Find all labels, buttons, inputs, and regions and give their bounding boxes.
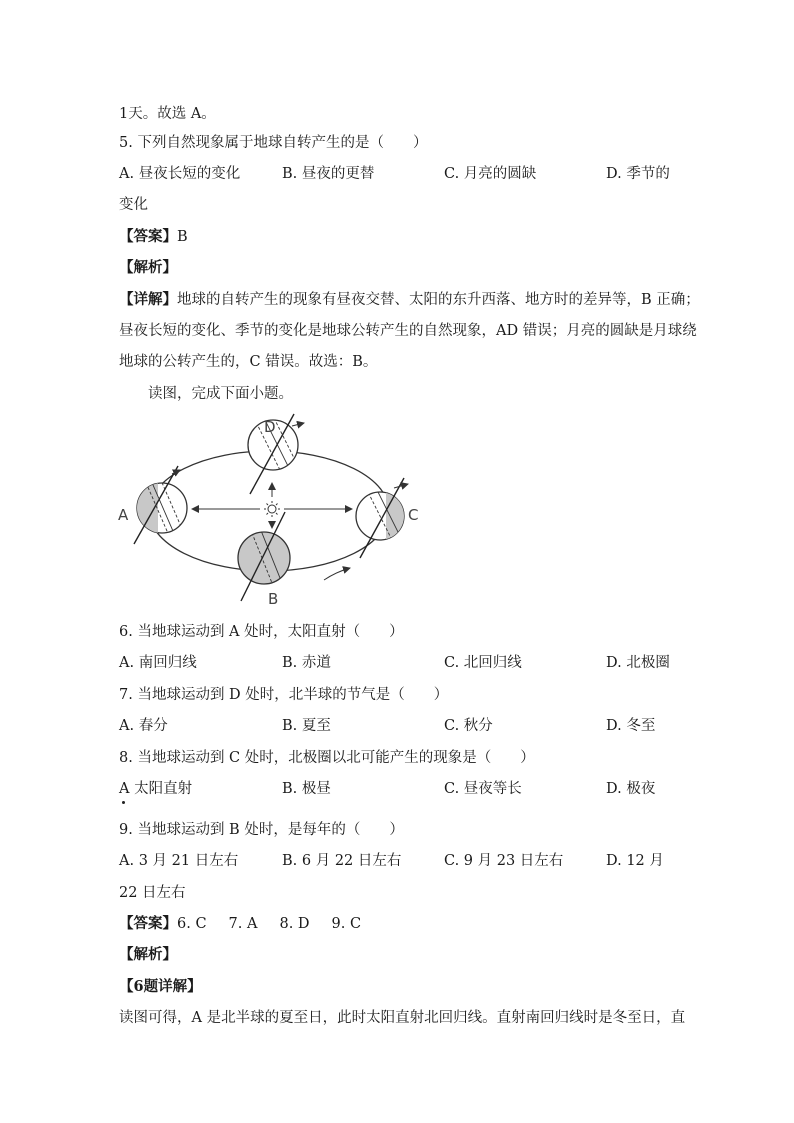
answer-9: 9. C [331,916,362,932]
detail-label: 【详解】 [119,291,177,308]
answers-6-9 [119,914,361,934]
q9-option-d-wrap: 22 日左右 [119,885,186,901]
q8-option-b: B. 极昼 [282,781,331,797]
label-d: D [264,418,276,436]
earth-orbit-diagram [114,408,424,608]
detail-text: 地球的自转产生的现象有昼夜交替、太阳的东升西落、地方时的差异等，B 正确； [177,292,700,308]
q6-option-b: B. 赤道 [282,655,331,671]
earth-c [356,478,410,558]
answers-label: 【答案】 [119,915,177,932]
q5-option-a: A. 昼夜长短的变化 [119,166,241,182]
q7-option-a: A. 春分 [119,718,168,734]
q8-option-a: A 太阳直射 [119,781,193,797]
q5-detail-line-3: 地球的公转产生的，C 错误。故选：B。 [119,354,378,370]
label-a: A [118,506,129,524]
q5-stem: 5. 下列自然现象属于地球自转产生的是（ ） [119,135,428,151]
q6-option-a: A. 南回归线 [119,655,197,671]
q7-option-d: D. 冬至 [606,718,656,734]
earth-b [238,512,290,601]
q7-stem: 7. 当地球运动到 D 处时，北半球的节气是（ ） [119,687,449,703]
analysis-label: 【解析】 [119,946,177,963]
q5-option-d-wrap: 变化 [119,197,148,213]
q9-option-c: C. 9 月 23 日左右 [444,853,564,869]
q7-option-b: B. 夏至 [282,718,331,734]
q5-detail-line-1 [119,290,700,310]
label-b: B [268,590,279,608]
q9-option-d: D. 12 月 [606,853,664,869]
q8-stem: 8. 当地球运动到 C 处时，北极圈以北可能产生的现象是（ ） [119,750,535,766]
q9-option-a: A. 3 月 21 日左右 [119,853,239,869]
q5-detail-line-2: 昼夜长短的变化、季节的变化是地球公转产生的自然现象，AD 错误；月亮的圆缺是月球绕 [119,323,697,339]
detail-6-label: 【6题详解】 [119,978,202,995]
q5-option-c: C. 月亮的圆缺 [444,166,537,182]
stray-dot-mark [122,801,125,804]
q9-option-b: B. 6 月 22 日左右 [282,853,402,869]
q5-option-d: D. 季节的 [606,166,670,182]
q8-option-d: D. 极夜 [606,781,656,797]
sun-icon [264,501,280,517]
answer-value: B [177,229,188,245]
q6-option-d: D. 北极圈 [606,655,670,671]
q6-option-c: C. 北回归线 [444,655,522,671]
q9-stem: 9. 当地球运动到 B 处时，是每年的（ ） [119,822,404,838]
q5-analysis-label: 【解析】 [119,259,177,276]
q5-answer [119,227,188,247]
answer-6: 6. C [177,916,207,932]
label-c: C [408,506,419,524]
q7-option-c: C. 秋分 [444,718,493,734]
answer-7: 7. A [228,916,258,932]
earth-a [134,466,187,544]
read-figure-intro: 读图，完成下面小题。 [148,386,293,402]
q6-stem: 6. 当地球运动到 A 处时，太阳直射（ ） [119,624,404,640]
q5-option-b: B. 昼夜的更替 [282,166,375,182]
previous-answer-tail: 1天。故选 A。 [119,106,216,122]
detail-6-text: 读图可得，A 是北半球的夏至日，此时太阳直射北回归线。直射南回归线时是冬至日，直 [119,1010,686,1026]
answer-8: 8. D [279,916,310,932]
earth-d [248,414,304,494]
q8-option-c: C. 昼夜等长 [444,781,522,797]
orbit-direction-arrow [324,568,350,580]
answer-label: 【答案】 [119,228,177,245]
